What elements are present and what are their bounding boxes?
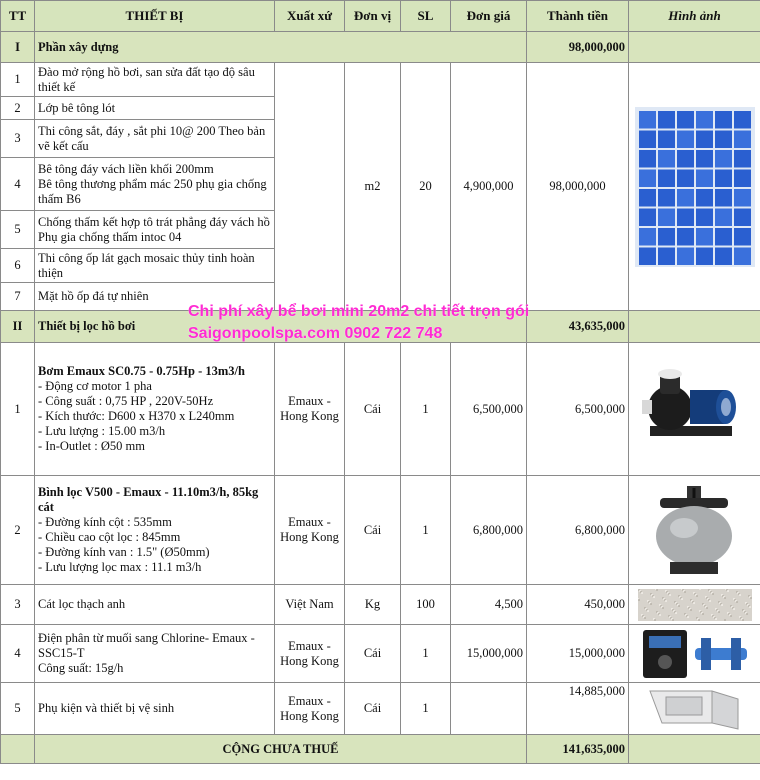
item-description: Chống thấm kết hợp tô trát phẳng đáy vách hồ Phụ gia chống thấm intoc 04 [35, 211, 275, 249]
table-row: 1 Bơm Emaux SC0.75 - 0.75Hp - 13m3/h - Động cơ motor 1 pha - Công suất : 0,75 HP , 220V-50Hz - Kích thước: D600 x H370 x L240mm - Lưu lượng : 15.00 m3/h - In-Outlet : Ø50 mm Emaux - Hong Kong Cái 1 6,500,000 6,500,000 [1, 343, 760, 476]
grand-total-amount: 141,635,000 [527, 735, 629, 764]
chlorinator-image [629, 625, 760, 683]
pump-image [629, 343, 760, 476]
price-cell: 4,900,000 [451, 63, 527, 311]
table-row: 7 Mặt hồ ốp đá tự nhiên [1, 283, 760, 311]
item-description: Mặt hồ ốp đá tự nhiên [35, 283, 275, 311]
pool-tile-image [629, 63, 760, 311]
pump-icon [640, 364, 750, 454]
promo-title: Chi phí xây bể bơi mini 20m2 chi tiết trọn gói [188, 303, 530, 320]
item-description: Thi công ốp lát gạch mosaic thủy tinh hoàn thiện [35, 249, 275, 283]
section-total: 98,000,000 [527, 32, 629, 63]
section-number: II [1, 311, 35, 343]
table-row: 3 Thi công sắt, đáy , sắt phi 10@ 200 Theo bản vẽ kết cấu [1, 120, 760, 158]
section-title: Phần xây dựng [35, 32, 527, 63]
header-row [1, 1, 760, 32]
amount-cell: 98,000,000 [527, 63, 629, 311]
table-row: 6 Thi công ốp lát gạch mosaic thủy tinh hoàn thiện [1, 249, 760, 283]
grand-total-row [1, 735, 760, 764]
item-description: Bê tông đáy vách liền khối 200mm Bê tông thương phẩm mác 250 phụ gia chống thấm B6 [35, 158, 275, 211]
item-description: Cát lọc thạch anh [35, 585, 275, 625]
table-row: 5 Phụ kiện và thiết bị vệ sinh Emaux - Hong Kong Cái 1 14,885,000 [1, 683, 760, 735]
section-number: I [1, 32, 35, 63]
section-total: 43,635,000 [527, 311, 629, 343]
item-description: Phụ kiện và thiết bị vệ sinh [35, 683, 275, 735]
item-description: Lớp bê tông lót [35, 97, 275, 120]
promo-contact: Saigonpoolspa.com 0902 722 748 [188, 325, 443, 342]
table-row: 2 Bình lọc V500 - Emaux - 11.10m3/h, 85kg cát - Đường kính cột : 535mm - Chiều cao cột lọc : 845mm - Đường kính van : 1.5" (Ø50mm) - Lưu lượng lọc max : 11.1 m3/h Emaux - Hong Kong Cái 1 6,800,000 6,800,000 [1, 476, 760, 585]
skimmer-image [629, 683, 760, 735]
grand-total-label: CỘNG CHƯA THUẾ [35, 735, 527, 764]
section-row [1, 311, 760, 343]
item-description: Bơm Emaux SC0.75 - 0.75Hp - 13m3/h - Động cơ motor 1 pha - Công suất : 0,75 HP , 220V-50Hz - Kích thước: D600 x H370 x L240mm - Lưu lượng : 15.00 m3/h - In-Outlet : Ø50 mm [35, 343, 275, 476]
table-row: 2 Lớp bê tông lót [1, 97, 760, 120]
table-row: 4 Bê tông đáy vách liền khối 200mm Bê tông thương phẩm mác 250 phụ gia chống thấm B6 [1, 158, 760, 211]
item-description: Đào mở rộng hồ bơi, san sửa đất tạo độ sâu thiết kế [35, 63, 275, 97]
table-row: 5 Chống thấm kết hợp tô trát phẳng đáy vách hồ Phụ gia chống thấm intoc 04 [1, 211, 760, 249]
filter-image [629, 476, 760, 585]
col-price: Đơn giá [451, 1, 527, 32]
col-qty: SL [401, 1, 451, 32]
section-title: Thiết bị lọc hồ bơi [35, 311, 527, 343]
item-description: Thi công sắt, đáy , sắt phi 10@ 200 Theo bản vẽ kết cấu [35, 120, 275, 158]
col-device: THIẾT BỊ [35, 1, 275, 32]
section-row [1, 32, 760, 63]
col-amount: Thành tiền [527, 1, 629, 32]
item-description: Bình lọc V500 - Emaux - 11.10m3/h, 85kg cát - Đường kính cột : 535mm - Chiều cao cột lọc : 845mm - Đường kính van : 1.5" (Ø50mm) - Lưu lượng lọc max : 11.1 m3/h [35, 476, 275, 585]
col-tt: TT [1, 1, 35, 32]
salt-chlorinator-icon [639, 628, 751, 680]
sand-filter-icon [640, 482, 750, 578]
table-row: 1 Đào mở rộng hồ bơi, san sửa đất tạo độ sâu thiết kế m2 20 4,900,000 98,000,000 [1, 63, 760, 97]
col-origin: Xuất xứ [275, 1, 345, 32]
table-row: 4 Điện phân từ muối sang Chlorine- Emaux - SSC15-T Công suất: 15g/h Emaux - Hong Kong Cái 1 15,000,000 15,000,000 [1, 625, 760, 683]
col-image: Hình ảnh [629, 1, 760, 32]
unit-cell: m2 [345, 63, 401, 311]
item-description: Điện phân từ muối sang Chlorine- Emaux - SSC15-T Công suất: 15g/h [35, 625, 275, 683]
skimmer-icon [640, 685, 750, 733]
qty-cell: 20 [401, 63, 451, 311]
mosaic-tile-icon [635, 107, 755, 267]
table-row: 3 Cát lọc thạch anh Việt Nam Kg 100 4,500 450,000 [1, 585, 760, 625]
col-unit: Đơn vị [345, 1, 401, 32]
sand-image [629, 585, 760, 625]
quartz-sand-icon [638, 589, 752, 621]
